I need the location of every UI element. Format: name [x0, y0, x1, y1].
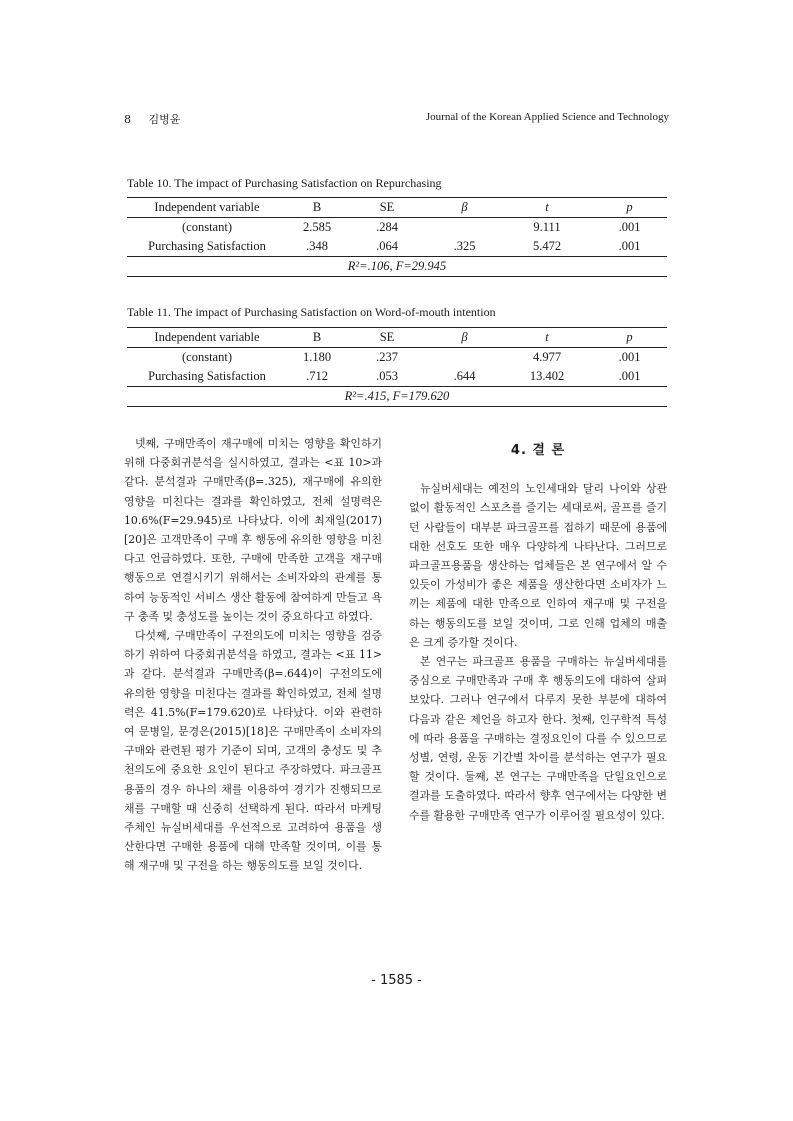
table-row: [127, 348, 667, 368]
table10-header-row: [127, 198, 667, 218]
table10-cell: 9.111: [533, 220, 561, 234]
table11-cell: 1.180: [302, 350, 332, 364]
table11-cell: .001: [618, 350, 641, 364]
paragraph: 다섯째, 구매만족이 구전의도에 미치는 영향을 검증하기 위하여 다중회귀분석을 하였고, 결과는 <표 11>과 같다. 분석결과 구매만족(β=.644)이 구전의도에 유의한 영향을 미친다는 결과를 확인하였고, 전체 설명력은 41.5%(F=179.620)로 나타났다. 이와 관련하여 문병일, 문경은(2015)[18]은 구매만족이 소비자의 구매와 관련된 평가 기준이 되며, 고객의 충성도 및 추천의도에 중요한 요인이 된다고 주장하였다. 파크골프 용품의 경우 하나의 채를 이용하여 경기가 진행되므로 채를 구매할 때 신중히 선택하게 된다. 따라서 마케팅 주체인 뉴실버세대를 우선적으로 고려하여 용품을 생산한다면 구매한 용품에 대해 만족할 것이며, 이를 통해 재구매 및 구전을 하는 행동의도를 보일 것이다.: [124, 629, 382, 873]
section-title: 4. 결 론: [510, 443, 566, 458]
right-column: [409, 434, 667, 825]
paragraph: 뉴실버세대는 예전의 노인세대와 달리 나이와 상관없이 활동적인 스포츠를 즐기는 세대로써, 골프를 즐기던 사람들이 대부분 파크골프를 접하기 때문에 용품에 대한 선호도 또한 매우 다양하게 나타난다. 그러므로 파크골프용품을 생산하는 업체들은 본 연구에서 알 수 있듯이 가성비가 좋은 제품을 생산한다면 소비자가 느끼는 제품에 대한 만족으로 인하여 재구매 및 구전을 하는 행동의도를 보일 것이며, 그로 인해 업체의 매출은 크게 증가할 것이다.: [409, 482, 667, 649]
table11-cell: (constant): [182, 350, 232, 364]
table11-header-row: [127, 328, 667, 348]
table10-cell: .001: [618, 220, 641, 234]
page-footer-number: - 1585 -: [371, 973, 422, 988]
table11-header-cell: SE: [347, 328, 427, 348]
table10-model-fit: R²=.106, F=29.945: [127, 257, 667, 277]
table11-cell: 4.977: [532, 350, 562, 364]
table10-cell: 5.472: [532, 239, 562, 253]
table11-header-cell: β: [427, 328, 502, 348]
table10-caption: Table 10. The impact of Purchasing Satisfaction on Repurchasing: [127, 176, 442, 190]
table11-footer-row: [127, 387, 667, 407]
table11-cell: .001: [618, 369, 641, 383]
table10-header-cell: p: [592, 198, 667, 218]
table10-header-cell: β: [427, 198, 502, 218]
table10-cell: .325: [453, 239, 476, 253]
table11-cell: [427, 348, 502, 368]
table11-cell: .712: [306, 369, 328, 383]
table11-model-fit: R²=.415, F=179.620: [127, 387, 667, 407]
table11-cell: .237: [376, 350, 398, 364]
table11-header-cell: B: [287, 328, 347, 348]
table10-footer-row: [127, 257, 667, 277]
table11-header-cell: t: [502, 328, 592, 348]
table11-header-cell: Independent variable: [127, 328, 287, 348]
table11: [127, 327, 667, 407]
table11-cell: .053: [376, 369, 398, 383]
paragraph: 넷째, 구매만족이 재구매에 미치는 영향을 확인하기 위해 다중회귀분석을 실시하였고, 결과는 <표 10>과 같다. 분석결과 구매만족(β=.325), 재구매에 유의한 영향을 미친다는 결과를 확인하였고, 전체 설명력은 10.6%(F=29.945)로 나타났다. 이에 최재일(2017)[20]은 고객만족이 구매 후 행동에 유의한 영향을 미친다고 언급하였다. 또한, 구매에 만족한 고객을 재구매 행동으로 연결시키기 위해서는 소비자와의 관계를 통하여 능동적인 서비스 생산 활동에 참여하게 만들고 욕구 충족 및 충성도를 높이는 것이 중요하다고 하였다.: [124, 437, 382, 623]
table10-cell: (constant): [182, 220, 232, 234]
table-row: [127, 218, 667, 238]
table10-cell: .348: [306, 239, 328, 253]
running-header-left: [124, 111, 180, 127]
left-column: [124, 434, 382, 876]
table11-caption: Table 11. The impact of Purchasing Satisfaction on Word-of-mouth intention: [127, 305, 496, 319]
table10-header-cell: B: [287, 198, 347, 218]
table10-cell: .001: [618, 239, 641, 253]
header-author: 김병윤: [148, 113, 181, 126]
table10-header-cell: Independent variable: [127, 198, 287, 218]
table11-cell: 13.402: [529, 369, 565, 383]
header-journal-title: Journal of the Korean Applied Science and Technology: [425, 111, 669, 123]
table-row: [127, 367, 667, 387]
table11-cell: Purchasing Satisfaction: [148, 369, 266, 383]
header-page-number: 8: [124, 113, 131, 126]
table10-header-cell: SE: [347, 198, 427, 218]
table11-cell: .644: [453, 369, 476, 383]
paragraph: 본 연구는 파크골프 용품을 구매하는 뉴실버세대를 중심으로 구매만족과 구매 후 행동의도에 대하여 살펴보았다. 그러나 연구에서 다루지 못한 부분에 대하여 다음과 같은 제언을 하고자 한다. 첫째, 인구학적 특성에 따라 용품을 구매하는 결정요인이 다를 수 있으므로 성별, 연령, 운동 기간별 차이를 분석하는 연구가 필요할 것이다. 둘째, 본 연구는 구매만족을 단일요인으로 결과를 도출하였다. 따라서 향후 연구에서는 다양한 변수를 활용한 구매만족 연구가 이루어질 필요성이 있다.: [409, 655, 667, 822]
table10-cell: Purchasing Satisfaction: [148, 239, 266, 253]
table11-header-cell: p: [592, 328, 667, 348]
table10: [127, 197, 667, 277]
table10-cell: 2.585: [302, 220, 332, 234]
table10-header-cell: t: [502, 198, 592, 218]
table10-cell: .284: [376, 220, 398, 234]
table10-cell: [427, 218, 502, 238]
table-row: [127, 237, 667, 257]
table10-cell: .064: [376, 239, 398, 253]
